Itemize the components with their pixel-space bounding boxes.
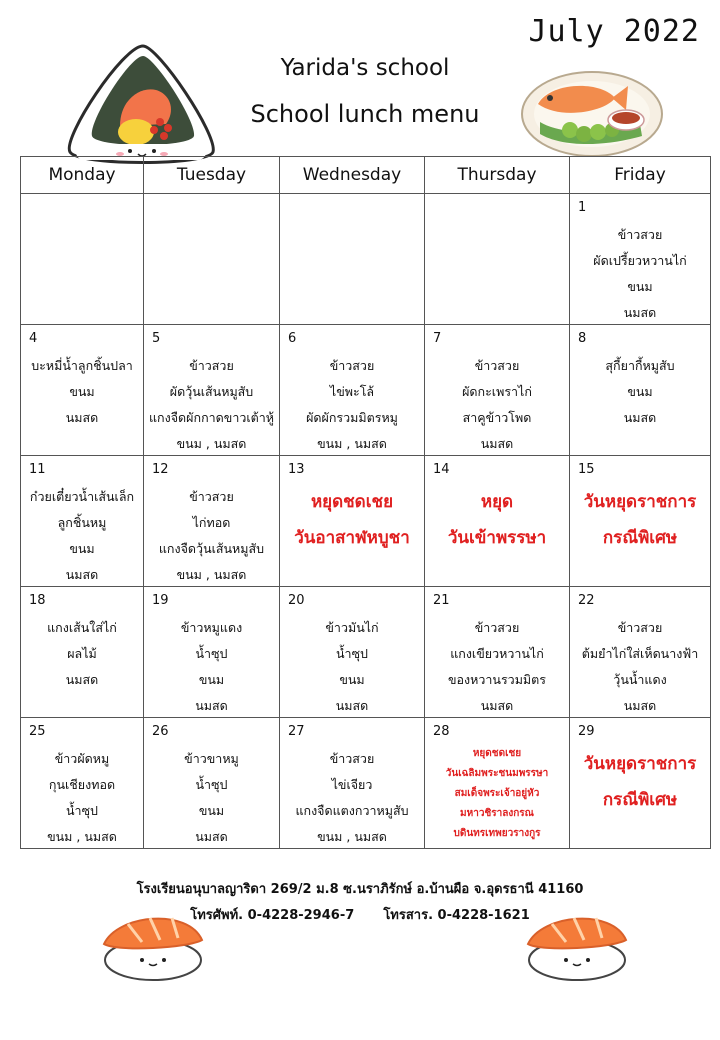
- menu-item: ข้าวสวย: [617, 227, 663, 242]
- menu-item: ขนม , นมสด: [317, 829, 387, 844]
- holiday-note: มหาวชิราลงกรณ: [460, 808, 534, 819]
- day-cell: [570, 456, 711, 587]
- menu-item: ข้าวสวย: [329, 751, 375, 766]
- holiday-note: วันอาสาฬหบูชา: [294, 528, 410, 548]
- menu-item: ขนม , นมสด: [176, 567, 247, 582]
- school-address: โรงเรียนอนุบาลญาริดา 269/2 ม.8 ซ.นราภิรักษ์ อ.บ้านผือ จ.อุดรธานี 41160: [136, 882, 584, 897]
- day-cell: [425, 325, 570, 456]
- menu-item: ขนม , นมสด: [317, 436, 387, 451]
- menu-items: [144, 746, 279, 850]
- day-number: 22: [578, 593, 595, 608]
- menu-item: น้ำซุป: [195, 777, 228, 792]
- menu-item: ผลไม้: [67, 646, 97, 661]
- menu-item: ข้าวสวย: [617, 620, 663, 635]
- menu-item: สุกี้ยากี้หมูสับ: [605, 358, 675, 373]
- day-cell: [280, 587, 425, 718]
- salmon-sushi-icon: [522, 904, 632, 984]
- menu-item: ขนม , นมสด: [47, 829, 117, 844]
- menu-item: แกงจืดผักกาดขาวเต้าหู้: [149, 410, 274, 425]
- menu-items: [570, 484, 710, 556]
- menu-items: [570, 746, 710, 818]
- day-cell: [425, 587, 570, 718]
- menu-item: นมสด: [623, 410, 657, 425]
- weekday-monday: Monday: [21, 157, 144, 194]
- salmon-sushi-icon: [98, 904, 208, 984]
- day-cell: [21, 456, 144, 587]
- menu-item: แกงเขียวหวานไก่: [450, 646, 544, 661]
- menu-item: ผัดเปรี้ยวหวานไก่: [593, 253, 687, 268]
- menu-item: น้ำซุป: [66, 803, 98, 818]
- day-cell: [144, 456, 280, 587]
- day-cell: [425, 194, 570, 325]
- week-row: [21, 456, 711, 587]
- day-cell: [570, 718, 711, 849]
- day-number: 21: [433, 593, 450, 608]
- holiday-note: หยุด: [480, 492, 514, 512]
- menu-item: ต้มยำไก่ใส่เห็ดนางฟ้า: [581, 646, 699, 661]
- day-cell: [425, 456, 570, 587]
- weekday-wednesday: Wednesday: [280, 157, 425, 194]
- holiday-note: กรณีพิเศษ: [602, 528, 678, 548]
- menu-calendar: [20, 156, 711, 849]
- month-label: July 2022: [528, 14, 700, 49]
- page-title: School lunch menu: [250, 100, 480, 128]
- menu-item: ขนม: [69, 384, 95, 399]
- day-number: 11: [29, 462, 46, 477]
- day-cell: [570, 587, 711, 718]
- menu-item: ข้าวขาหมู: [184, 751, 239, 766]
- onigiri-icon: [58, 40, 223, 170]
- holiday-note: บดินทรเทพยวรางกูร: [453, 828, 541, 839]
- menu-items: [280, 353, 424, 457]
- week-row: [21, 587, 711, 718]
- menu-items: [144, 353, 279, 457]
- menu-item: นมสด: [623, 305, 657, 320]
- menu-items: [280, 615, 424, 719]
- menu-item: ของหวานรวมมิตร: [447, 672, 547, 687]
- day-cell: [144, 194, 280, 325]
- day-cell: [21, 718, 144, 849]
- menu-item: ไข่เจียว: [331, 777, 373, 792]
- holiday-note: กรณีพิเศษ: [602, 790, 678, 810]
- day-cell: [21, 194, 144, 325]
- menu-item: น้ำซุป: [336, 646, 368, 661]
- fax-number: โทรสาร. 0-4228-1621: [383, 908, 530, 923]
- menu-item: ข้าวหมูแดง: [180, 620, 243, 635]
- menu-item: ไก่ทอด: [192, 515, 231, 530]
- day-number: 6: [288, 331, 297, 346]
- menu-item: น้ำซุป: [195, 646, 228, 661]
- menu-item: ข้าวสวย: [189, 489, 234, 504]
- menu-items: [21, 615, 143, 693]
- day-cell: [280, 718, 425, 849]
- menu-item: ข้าวมันไก่: [325, 620, 379, 635]
- menu-items: [21, 353, 143, 431]
- day-number: 26: [152, 724, 169, 739]
- menu-item: ข้าวสวย: [474, 620, 520, 635]
- menu-item: นมสด: [480, 698, 514, 713]
- day-number: 20: [288, 593, 305, 608]
- menu-item: ขนม: [339, 672, 365, 687]
- day-number: 28: [433, 724, 450, 739]
- menu-item: นมสด: [65, 672, 99, 687]
- day-number: 25: [29, 724, 46, 739]
- menu-item: ขนม: [198, 803, 225, 818]
- week-row: [21, 718, 711, 849]
- menu-item: แกงจืดวุ้นเส้นหมูสับ: [158, 541, 265, 556]
- menu-item: ขนม: [627, 384, 653, 399]
- menu-item: ขนม: [627, 279, 653, 294]
- day-number: 18: [29, 593, 46, 608]
- menu-item: นมสด: [480, 436, 514, 451]
- day-cell: [570, 325, 711, 456]
- menu-item: นมสด: [195, 698, 228, 713]
- holiday-note: วันหยุดราชการ: [583, 492, 697, 512]
- menu-item: กุนเชียงทอด: [48, 777, 116, 792]
- menu-item: นมสด: [623, 698, 657, 713]
- menu-item: ลูกชิ้นหมู: [57, 515, 107, 530]
- weekday-header-row: [21, 157, 711, 194]
- menu-items: [144, 615, 279, 719]
- menu-item: ผัดกะเพราไก่: [462, 384, 532, 399]
- menu-item: ข้าวสวย: [474, 358, 520, 373]
- holiday-note: วันเฉลิมพระชนมพรรษา: [445, 768, 549, 779]
- day-cell: [570, 194, 711, 325]
- menu-item: ขนม: [69, 541, 95, 556]
- menu-items: [425, 353, 569, 457]
- day-number: 1: [578, 200, 587, 215]
- day-cell: [425, 718, 570, 849]
- menu-items: [570, 222, 710, 326]
- menu-items: [21, 484, 143, 588]
- day-cell: [21, 325, 144, 456]
- menu-items: [144, 484, 279, 588]
- day-number: 15: [578, 462, 595, 477]
- week-row: [21, 194, 711, 325]
- weekday-thursday: Thursday: [425, 157, 570, 194]
- day-number: 13: [288, 462, 305, 477]
- menu-items: [570, 615, 710, 719]
- holiday-note: หยุดชดเชย: [310, 492, 394, 512]
- menu-items: [280, 746, 424, 850]
- menu-item: นมสด: [65, 410, 99, 425]
- menu-item: นมสด: [195, 829, 228, 844]
- day-number: 27: [288, 724, 305, 739]
- menu-item: ข้าวสวย: [329, 358, 375, 373]
- menu-item: ผัดวุ้นเส้นหมูสับ: [169, 384, 254, 399]
- menu-items: [425, 484, 569, 556]
- menu-item: ข้าวสวย: [189, 358, 234, 373]
- day-cell: [144, 325, 280, 456]
- weekday-tuesday: Tuesday: [144, 157, 280, 194]
- menu-items: [21, 746, 143, 850]
- holiday-note: หยุดชดเชย: [472, 748, 522, 759]
- day-number: 8: [578, 331, 587, 346]
- day-number: 19: [152, 593, 169, 608]
- menu-items: [425, 744, 569, 844]
- menu-items: [425, 615, 569, 719]
- fish-plate-icon: [520, 64, 665, 160]
- menu-item: บะหมี่น้ำลูกชิ้นปลา: [31, 358, 133, 373]
- menu-item: ก๋วยเตี๋ยวน้ำเส้นเล็ก: [29, 489, 135, 504]
- weekday-friday: Friday: [570, 157, 711, 194]
- day-number: 7: [433, 331, 442, 346]
- day-cell: [144, 718, 280, 849]
- school-name: Yarida's school: [280, 55, 450, 81]
- day-cell: [144, 587, 280, 718]
- day-cell: [21, 587, 144, 718]
- menu-item: ขนม , นมสด: [176, 436, 247, 451]
- day-cell: [280, 325, 425, 456]
- holiday-note: สมเด็จพระเจ้าอยู่หัว: [454, 788, 540, 799]
- menu-item: วุ้นน้ำแดง: [613, 672, 667, 687]
- day-number: 14: [433, 462, 450, 477]
- menu-item: ขนม: [198, 672, 225, 687]
- menu-items: [570, 353, 710, 431]
- day-number: 4: [29, 331, 38, 346]
- holiday-note: วันหยุดราชการ: [583, 754, 697, 774]
- holiday-note: วันเข้าพรรษา: [447, 528, 547, 548]
- menu-item: ผัดผักรวมมิตรหมู: [306, 410, 398, 425]
- menu-item: แกงจืดแตงกวาหมูสับ: [295, 803, 409, 818]
- menu-item: ข้าวผัดหมู: [54, 751, 110, 766]
- day-number: 29: [578, 724, 595, 739]
- phone-number: โทรศัพท์. 0-4228-2946-7: [190, 908, 355, 923]
- menu-item: นมสด: [335, 698, 369, 713]
- day-number: 12: [152, 462, 169, 477]
- day-cell: [280, 194, 425, 325]
- menu-item: สาคูข้าวโพด: [462, 410, 532, 425]
- week-row: [21, 325, 711, 456]
- day-cell: [280, 456, 425, 587]
- menu-items: [280, 484, 424, 556]
- menu-item: นมสด: [65, 567, 99, 582]
- day-number: 5: [152, 331, 161, 346]
- menu-item: ไข่พะโล้: [329, 384, 375, 399]
- menu-item: แกงเส้นใส่ไก่: [47, 620, 117, 635]
